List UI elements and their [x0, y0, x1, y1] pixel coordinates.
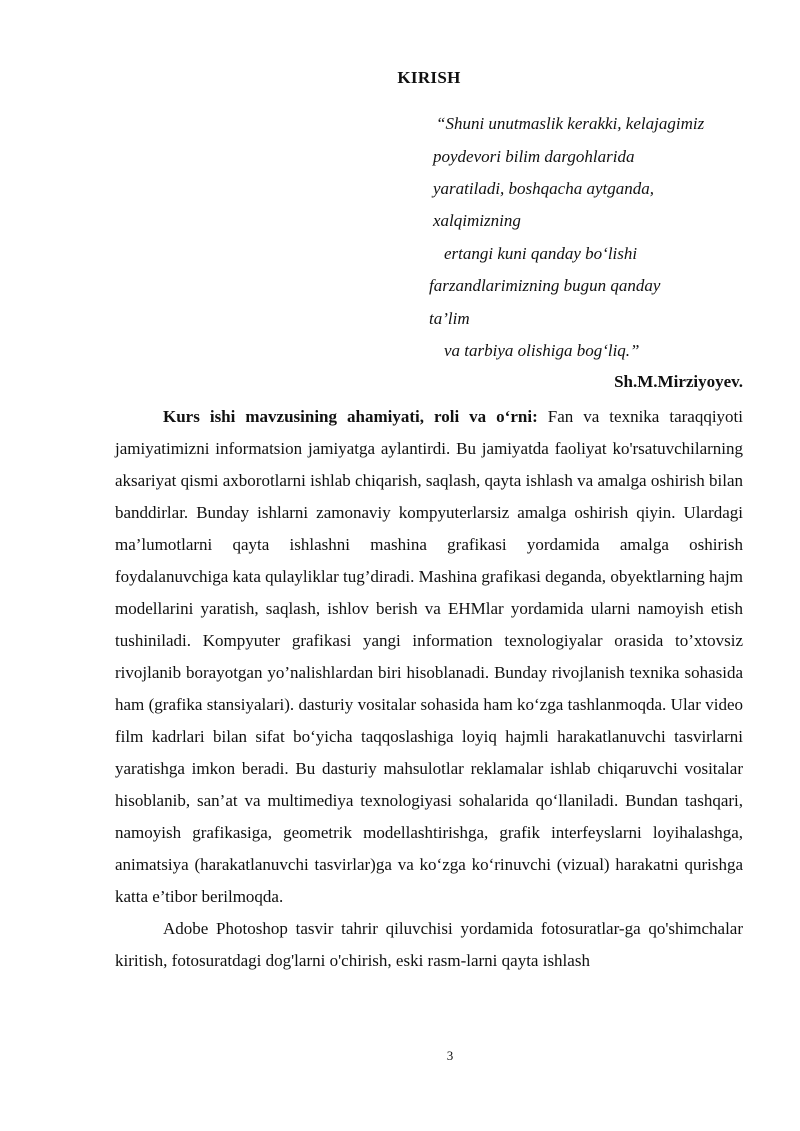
- section-heading: KIRISH: [397, 68, 461, 87]
- epigraph-line: ta’lim: [429, 309, 470, 328]
- epigraph-line: poydevori bilim dargohlarida: [433, 147, 635, 166]
- paragraph-intro: [115, 401, 743, 913]
- epigraph-author: Sh.M.Mirziyoyev.: [614, 372, 743, 391]
- paragraph-text: Fan va texnika taraqqiyoti jamiyatimizni informatsion jamiyatga aylantirdi. Bu jamiyatda faoliyat ko'rsatuvchilarning aksariyat qismi axborotlarni ishlab chiqarish, saqlash, qayta ishlash va amalga oshirish bilan banddirlar. Bunday ishlarni zamonaviy kompyuterlarsiz amalga oshirish qiyin. Ulardagi ma’lumotlarni qayta ishlashni mashina grafikasi yordamida amalga oshirish foydalanuvchiga kata qulayliklar tug’diradi. Mashina grafikasi deganda, obyektlarning hajm modellarini yaratish, saqlash, ishlov berish va EHMlar yordamida ularni namoyish etish tushiniladi. Kompyuter grafikasi yangi information texnologiyalar orasida to’xtovsiz rivojlanib borayotgan yo’nalishlardan biri hisoblanadi. Bunday rivojlanish texnika sohasida ham (grafika stansiyalari). dasturiy vositalar sohasida ham ko‘zga tashlanmoqda. Ular video film kadrlari bilan sifat bo‘yicha taqqoslashiga loyiq hajmli harakatlanuvchi tasvirlarni yaratishga imkon beradi. Bu dasturiy mahsulotlar reklamalar ishlab chiqaruvchi vositalar hisoblanib, san’at va multimediya texnologiyasi sohalarida qo‘llaniladi. Bundan tashqari, namoyish grafikasiga, geometrik modellashtirishga, grafik interfeyslarni loyihalashga, animatsiya (harakatlanuvchi tasvirlar)ga va ko‘zga ko‘rinuvchi (vizual) harakatni qurishga katta e’tibor berilmoqda.: [115, 407, 743, 906]
- epigraph-line: ertangi kuni qanday bo‘lishi: [444, 244, 638, 263]
- body-text: [115, 401, 743, 977]
- paragraph-lead: Kurs ishi mavzusining ahamiyati, roli va o‘rni:: [163, 407, 538, 426]
- epigraph-line: xalqimizning: [433, 211, 521, 230]
- epigraph-line: va tarbiya olishiga bog‘liq.”: [444, 341, 640, 360]
- page-number: 3: [446, 1048, 454, 1063]
- epigraph-line: “Shuni unutmaslik kerakki, kelajagimiz: [436, 114, 705, 133]
- epigraph-line: farzandlarimizning bugun qanday: [429, 276, 661, 295]
- epigraph-line: yaratiladi, boshqacha aytganda,: [433, 179, 654, 198]
- paragraph-photoshop: Adobe Photoshop tasvir tahrir qiluvchisi yordamida fotosuratlar-ga qo'shimchalar kiritish, fotosuratdagi dog'larni o'chirish, eski rasm-larni qayta ishlash: [115, 919, 743, 970]
